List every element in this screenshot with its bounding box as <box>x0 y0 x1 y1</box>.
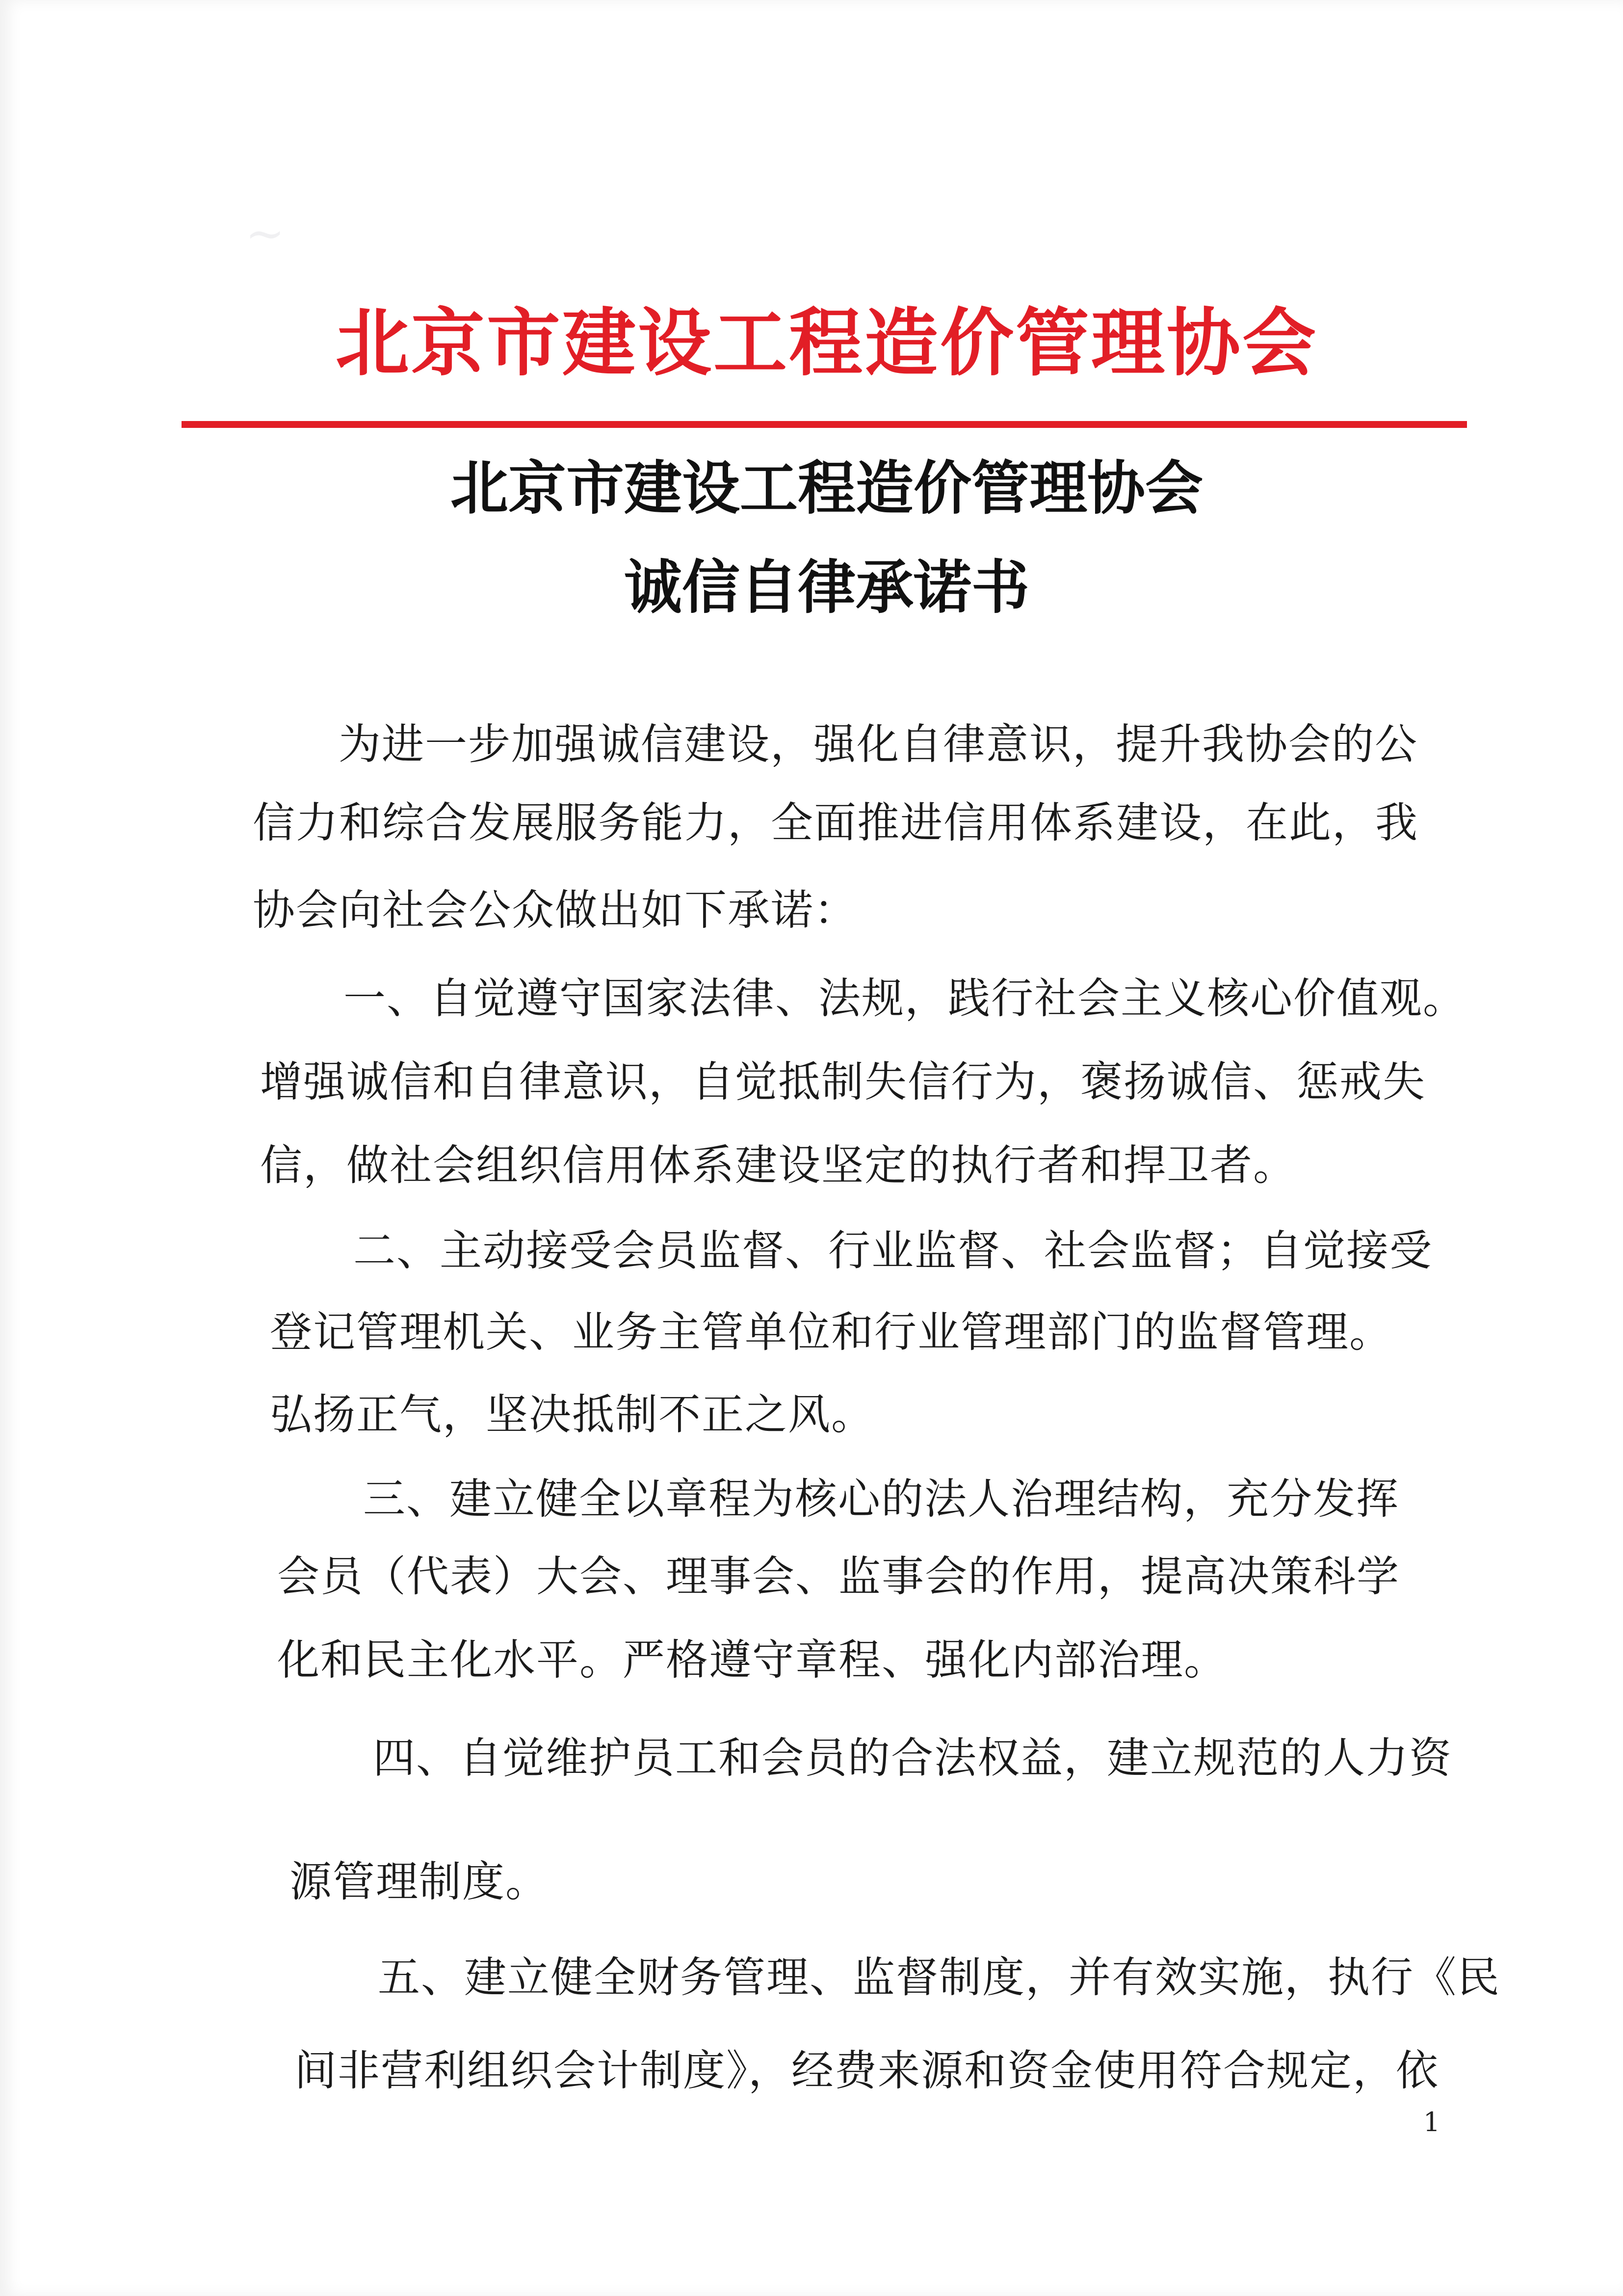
body-line: 登记管理机关、业务主管单位和行业管理部门的监督管理。 <box>270 1308 1392 1357</box>
letterhead-red-rule <box>182 421 1467 428</box>
reverse-side-show-through: ~ <box>245 206 290 261</box>
body-line: 会员（代表）大会、理事会、监事会的作用，提高决策科学 <box>277 1552 1400 1601</box>
body-line: 协会向社会公众做出如下承诺： <box>253 886 857 935</box>
body-line: 源管理制度。 <box>289 1857 549 1906</box>
body-line: 四、自觉维护员工和会员的合法权益，建立规范的人力资 <box>373 1734 1452 1783</box>
document-title-line-1: 北京市建设工程造价管理协会 <box>450 454 1203 522</box>
body-line: 信，做社会组织信用体系建设坚定的执行者和捍卫者。 <box>260 1141 1296 1190</box>
body-line: 信力和综合发展服务能力，全面推进信用体系建设，在此，我 <box>253 798 1418 847</box>
body-line: 弘扬正气，坚决抵制不正之风。 <box>270 1390 874 1439</box>
body-line: 为进一步加强诚信建设，强化自律意识，提升我协会的公 <box>339 720 1418 769</box>
body-line: 间非营利组织会计制度》，经费来源和资金使用符合规定，依 <box>294 2046 1439 2095</box>
letterhead-organization-name: 北京市建设工程造价管理协会 <box>335 301 1318 386</box>
body-line: 化和民主化水平。严格遵守章程、强化内部治理。 <box>277 1636 1227 1685</box>
body-line: 增强诚信和自律意识，自觉抵制失信行为，褒扬诚信、惩戒失 <box>260 1057 1426 1107</box>
page-number: 1 <box>1423 2107 1440 2138</box>
body-line: 一、自觉遵守国家法律、法规，践行社会主义核心价值观。 <box>343 974 1466 1023</box>
body-line: 三、建立健全以章程为核心的法人治理结构，充分发挥 <box>363 1475 1399 1524</box>
body-line: 五、建立健全财务管理、监督制度，并有效实施，执行《民 <box>378 1953 1500 2002</box>
body-line: 二、主动接受会员监督、行业监督、社会监督；自觉接受 <box>353 1226 1433 1275</box>
document-title-line-2: 诚信自律承诺书 <box>624 554 1029 621</box>
